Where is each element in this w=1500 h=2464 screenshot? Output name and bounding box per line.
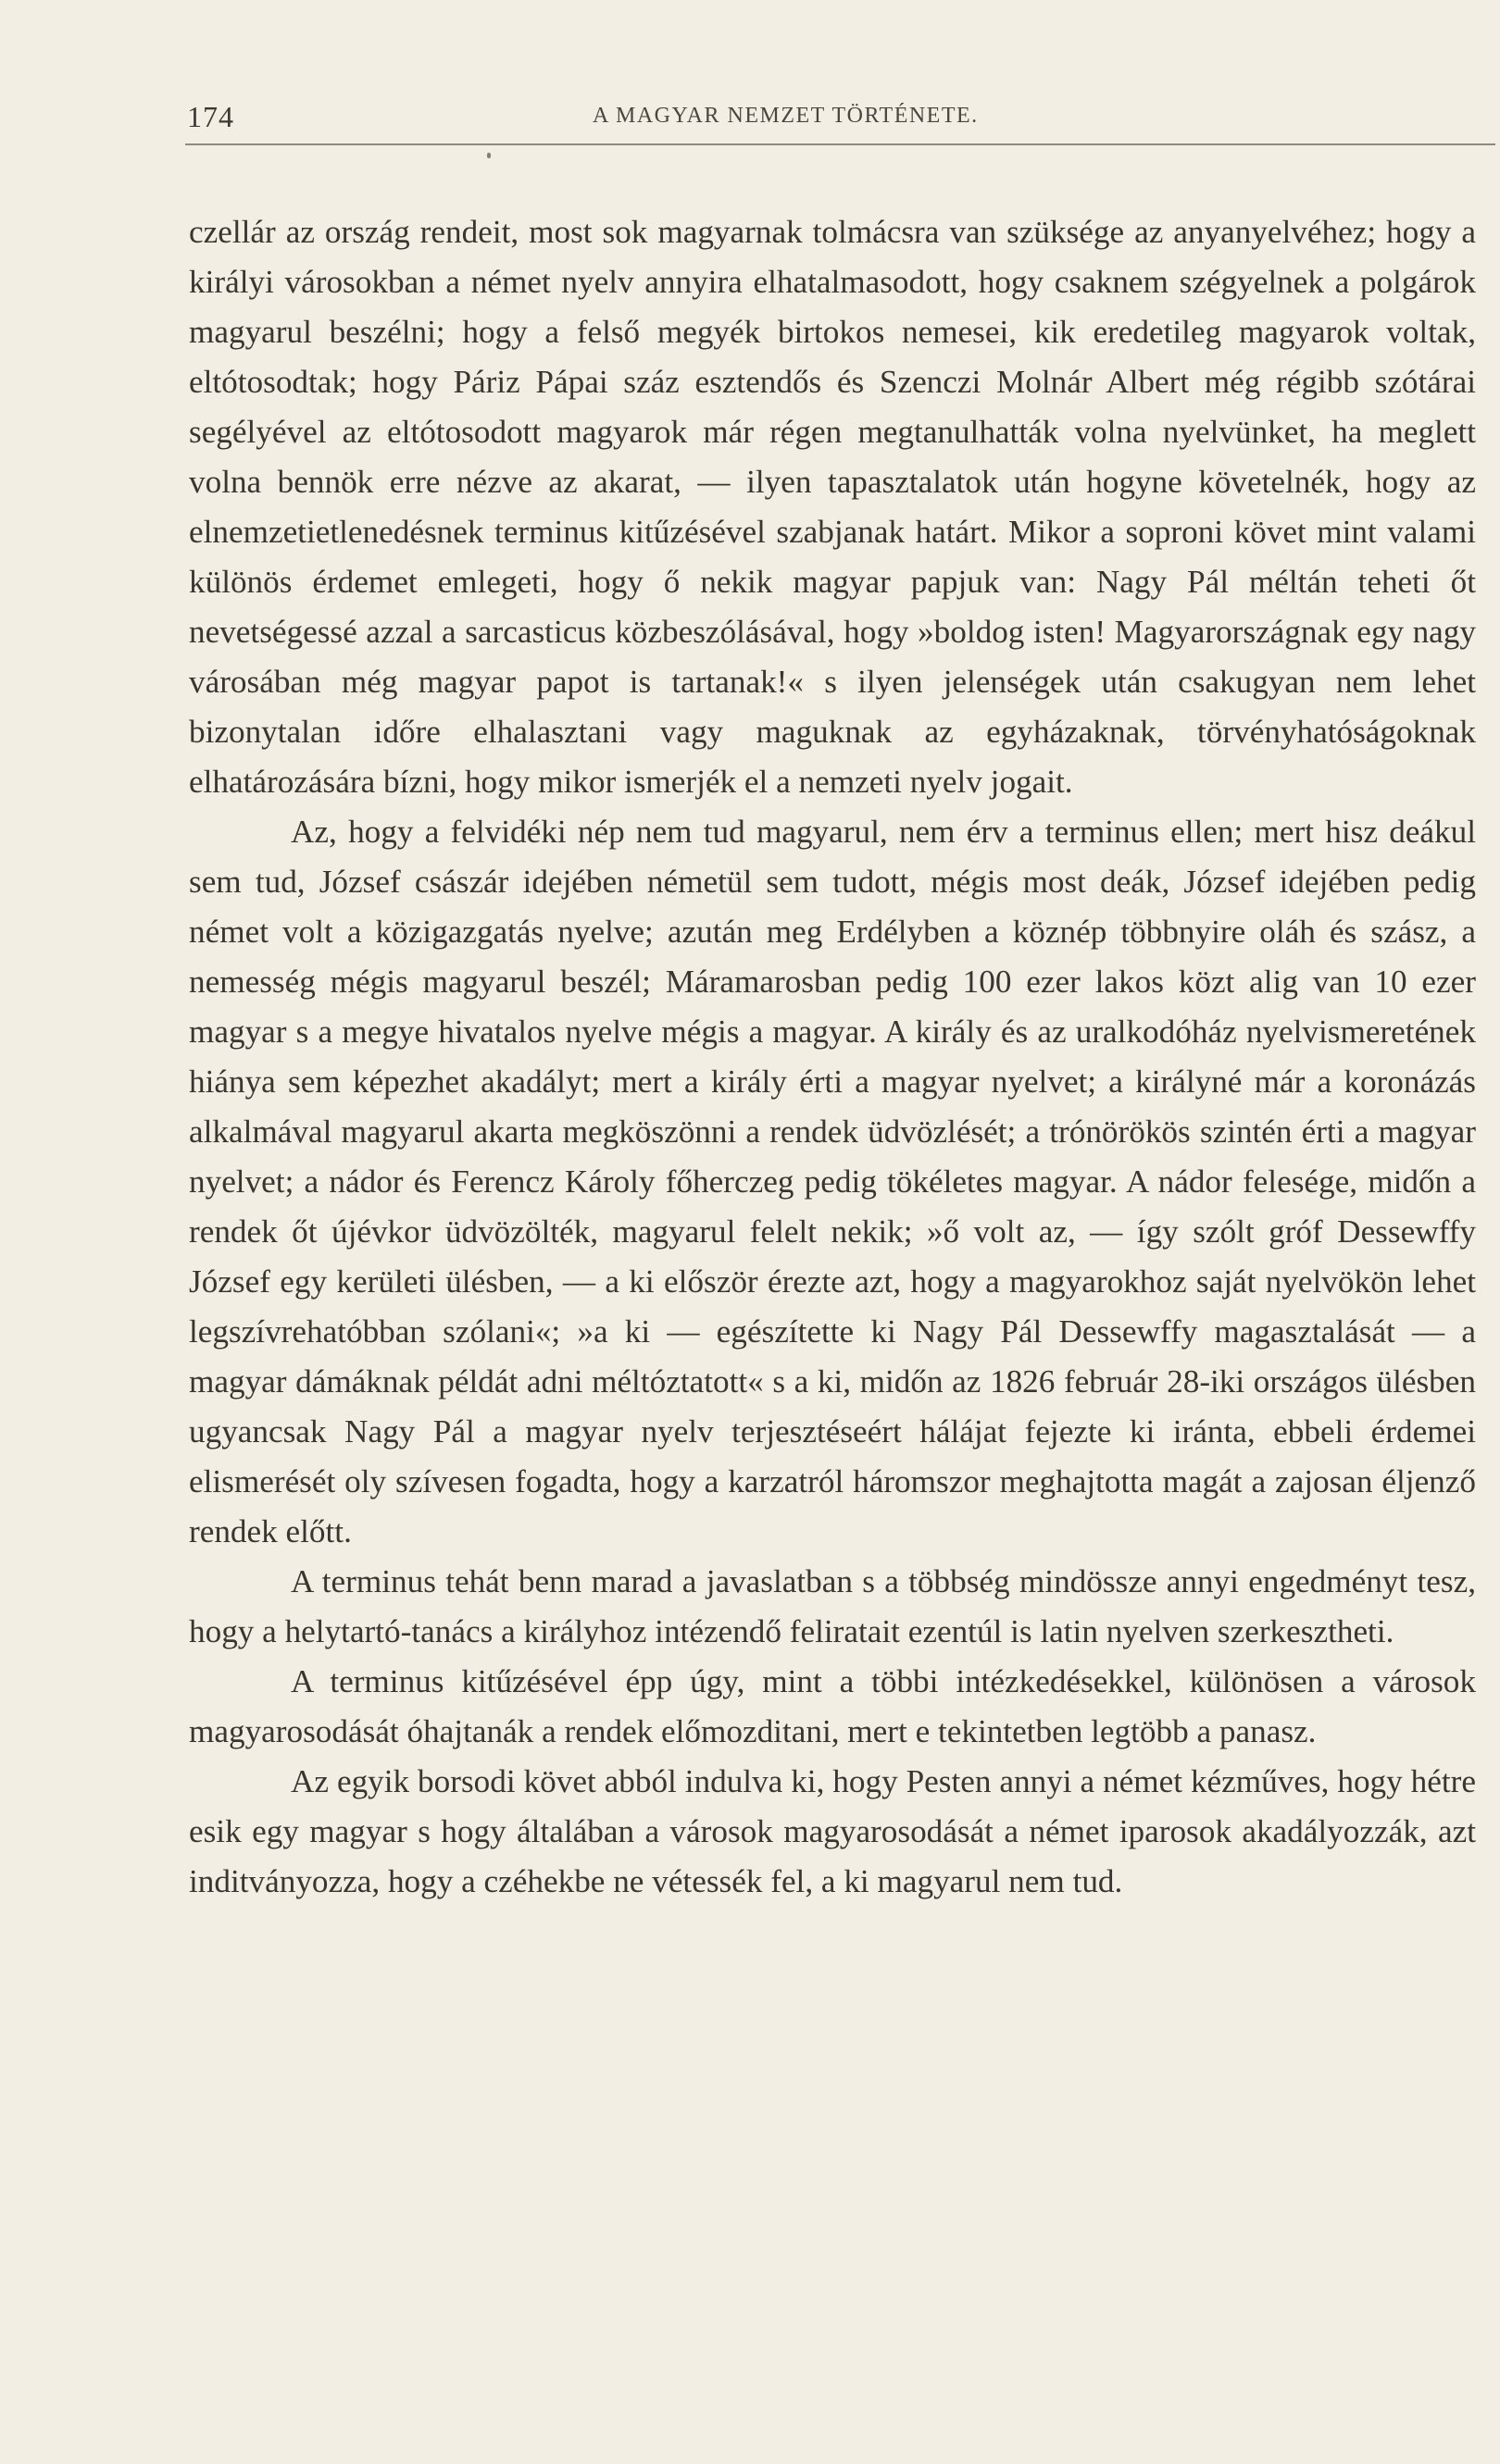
paragraph: Az egyik borsodi követ abból indulva ki, hogy Pesten annyi a német kézműves, hogy hétre esik egy magyar s hogy általában a városok magyarosodását a német iparosok akadályozzák, azt inditványozza, hogy a czéhekbe ne vétessék fel, a ki magyarul nem tud. <box>189 1763 1476 1899</box>
running-head: A MAGYAR NEMZET TÖRTÉNETE. <box>593 104 979 128</box>
paragraph: czellár az ország rendeit, most sok magyarnak tolmácsra van szüksége az anyanyelvéhez; hogy a királyi városokban a német nyelv annyira elhatalmasodott, hogy csaknem szégyelnek a polgárok magyarul beszélni; hogy a felső megyék birtokos nemesei, kik eredetileg magyarok voltak, eltótosodtak; hogy Páriz Pápai száz esztendős és Szenczi Molnár Albert még régibb szótárai segélyével az eltótosodott magyarok már régen megtanulhatták volna nyelvünket, ha meglett volna bennök erre nézve az akarat, — ilyen tapasztalatok után hogyne követelnék, hogy az elnemzetietlenedésnek terminus kitűzésével szabjanak határt. Mikor a soproni követ mint valami különös érdemet emlegeti, hogy ő nekik magyar papjuk van: Nagy Pál méltán teheti őt nevetségessé azzal a sarcasticus közbeszólásával, hogy »boldog isten! Magyarországnak egy nagy városában még magyar papot is tartanak!« s ilyen jelenségek után csakugyan nem lehet bizonytalan időre elhalasztani vagy maguknak az egyházaknak, törvényhatóságoknak elhatározására bízni, hogy mikor ismerjék el a nemzeti nyelv jogait. <box>189 214 1476 800</box>
page-number: 174 <box>187 100 234 133</box>
page-header <box>185 93 1500 148</box>
paragraph: A terminus tehát benn marad a javaslatban s a többség mindössze annyi engedményt tesz, hogy a helytartó-tanács a királyhoz intézendő feliratait ezentúl is latin nyelven szerkesztheti. <box>189 1563 1476 1649</box>
body-text <box>189 207 1476 1907</box>
paragraph: Az, hogy a felvidéki nép nem tud magyarul, nem érv a terminus ellen; mert hisz deákul sem tud, József császár idejében németül sem tudott, mégis most deák, József idejében pedig német volt a közigazgatás nyelve; azután meg Erdélyben a köznép többnyire oláh és szász, a nemesség mégis magyarul beszél; Máramarosban pedig 100 ezer lakos közt alig van 10 ezer magyar s a megye hivatalos nyelve mégis a magyar. A király és az uralkodóház nyelvismeretének hiánya sem képezhet akadályt; mert a király érti a magyar nyelvet; a királyné már a koronázás alkalmával magyarul akarta megköszönni a rendek üdvözlését; a trónörökös szintén érti a magyar nyelvet; a nádor és Ferencz Károly főherczeg pedig tökéletes magyar. A nádor felesége, midőn a rendek őt újévkor üdvözölték, magyarul felelt nekik; »ő volt az, — így szólt gróf Dessewffy József egy kerületi ülésben, — a ki először érezte azt, hogy a magyarokhoz saját nyelvökön lehet legszívrehatóbban szólani«; »a ki — egészítette ki Nagy Pál Dessewffy magasztalását — a magyar dámáknak példát adni méltóztatott« s a ki, midőn az 1826 február 28-iki országos ülésben ugyancsak Nagy Pál a magyar nyelv terjesztéseért hálájat fejezte ki iránta, ebbeli érdemei elismerését oly szívesen fogadta, hogy a karzatról háromszor meghajtotta magát a zajosan éljenző rendek előtt. <box>189 814 1476 1549</box>
header-rule <box>185 143 1495 145</box>
paragraph: A terminus kitűzésével épp úgy, mint a többi intézkedésekkel, különösen a városok magyarosodását óhajtanák a rendek előmozditani, mert e tekintetben legtöbb a panasz. <box>189 1663 1476 1749</box>
print-speck <box>487 153 491 158</box>
